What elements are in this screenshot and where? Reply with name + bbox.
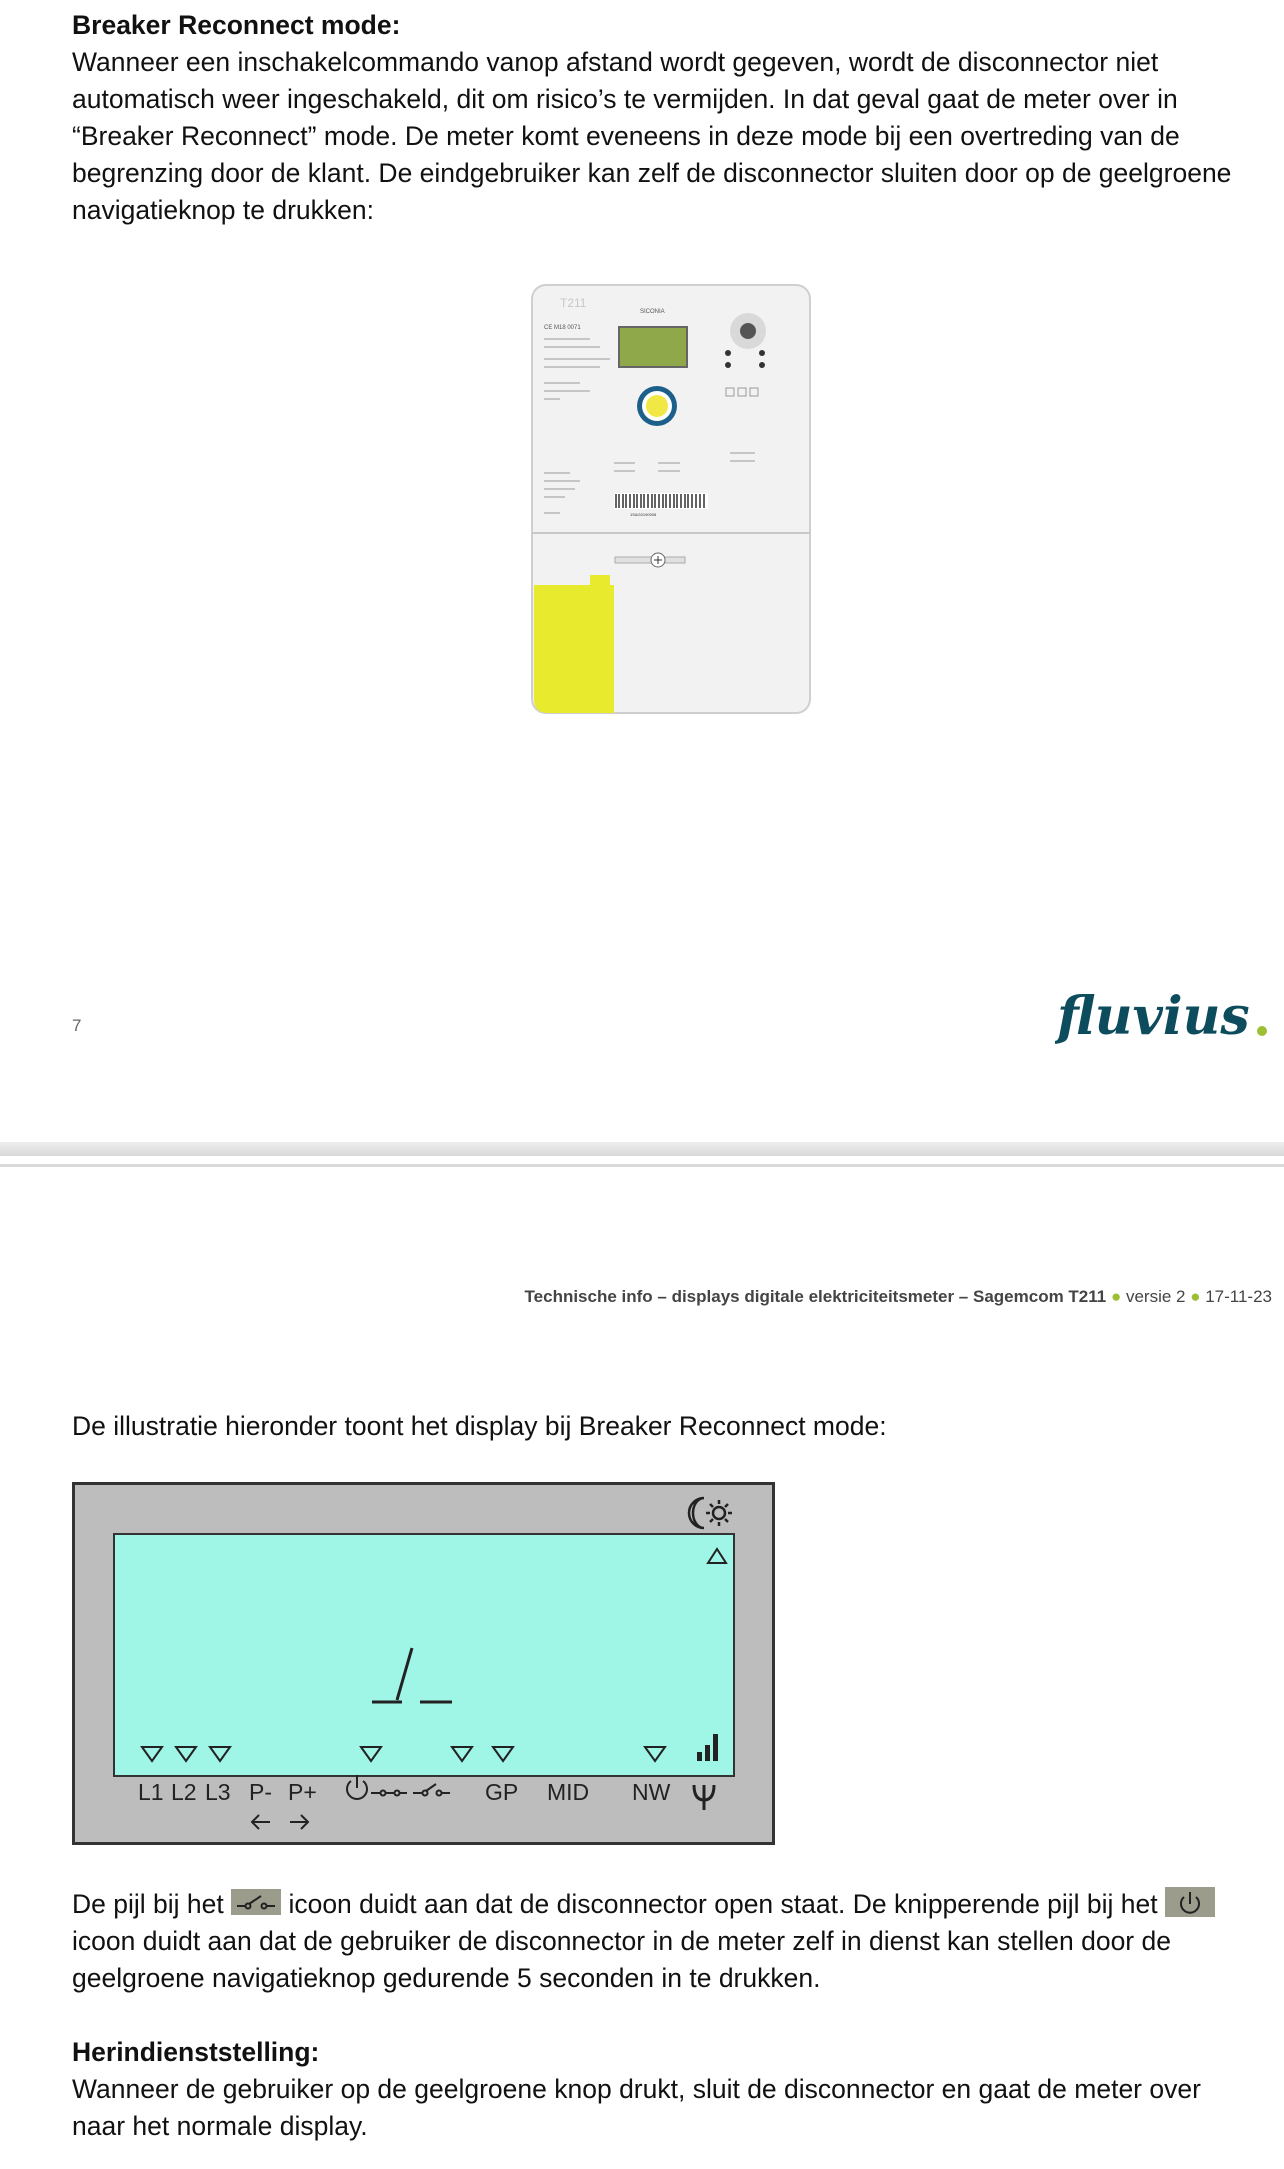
meter-terminal-cover <box>534 575 614 713</box>
paragraph-line: Wanneer de gebruiker op de geelgroene knop drukt, sluit de disconnector en gaat de meter over <box>72 2074 1201 2104</box>
lcd-display-illustration <box>72 1482 775 1845</box>
switch-open-icon <box>231 1889 281 1915</box>
fluvius-logo <box>1055 982 1270 1062</box>
lcd-screen <box>114 1534 734 1776</box>
label-nw: NW <box>632 1779 671 1805</box>
label-l3: L3 <box>205 1779 231 1805</box>
label-p-plus: P+ <box>288 1779 317 1805</box>
paragraph-line: automatisch weer ingeschakeld, dit om risico’s te vermijden. In dat geval gaat de meter over in <box>72 84 1178 114</box>
meter-navigation-button <box>646 395 668 417</box>
page-number: 7 <box>72 1016 82 1035</box>
paragraph-line: geelgroene navigatieknop gedurende 5 seconden in te drukken. <box>72 1963 821 1993</box>
logo-wordmark: fluvius <box>1057 986 1250 1047</box>
meter-mid-mark: CE M18 0071 <box>544 325 581 331</box>
meter-brand-label: SICONIA <box>640 309 665 315</box>
paragraph-line: begrenzing door de klant. De eindgebruiker kan zelf de disconnector sluiten door op de geelgroene <box>72 158 1232 188</box>
footer-date: 17-11-23 <box>1205 1287 1272 1306</box>
page-separator <box>0 1142 1284 1156</box>
paragraph-line: naar het normale display. <box>72 2111 368 2141</box>
footer-version: versie 2 <box>1125 1287 1186 1306</box>
text-fragment: De pijl bij het <box>72 1889 232 1919</box>
paragraph-line: “Breaker Reconnect” mode. De meter komt eveneens in deze mode bij een overtreding van de <box>72 121 1180 151</box>
label-gp: GP <box>485 1779 519 1805</box>
section-heading-breaker-reconnect: Breaker Reconnect mode: <box>72 10 401 40</box>
illustration-intro: De illustratie hieronder toont het display bij Breaker Reconnect mode: <box>72 1411 887 1441</box>
page-separator-line <box>0 1164 1284 1167</box>
document-footer <box>525 1287 1272 1307</box>
text-fragment: icoon duidt aan dat de disconnector open staat. De knipperende pijl bij het <box>281 1889 1166 1919</box>
label-p-minus: P- <box>249 1779 272 1805</box>
section-heading-herindienststelling: Herindienststelling: <box>72 2037 320 2067</box>
paragraph-line: navigatieknop te drukken: <box>72 195 375 225</box>
paragraph-line: Wanneer een inschakelcommando vanop afstand wordt gegeven, wordt de disconnector niet <box>72 47 1159 77</box>
footer-title: Technische info – displays digitale elektriciteitsmeter – Sagemcom T211 <box>524 1287 1107 1306</box>
label-l2: L2 <box>171 1779 197 1805</box>
meter-barcode-number: 1SAG0190008 <box>630 512 657 517</box>
power-icon <box>1165 1887 1215 1917</box>
footer-dot: ● <box>1185 1287 1206 1306</box>
paragraph-line <box>72 1886 1272 1923</box>
meter-model-label: T211 <box>560 296 587 310</box>
paragraph-line: icoon duidt aan dat de gebruiker de disconnector in de meter zelf in dienst kan stellen door de <box>72 1926 1171 1956</box>
meter-barcode <box>614 493 708 509</box>
meter-lcd <box>619 327 687 367</box>
footer-dot: ● <box>1106 1287 1126 1306</box>
label-mid: MID <box>547 1779 590 1805</box>
meter-photo <box>530 283 812 715</box>
label-l1: L1 <box>138 1779 164 1805</box>
